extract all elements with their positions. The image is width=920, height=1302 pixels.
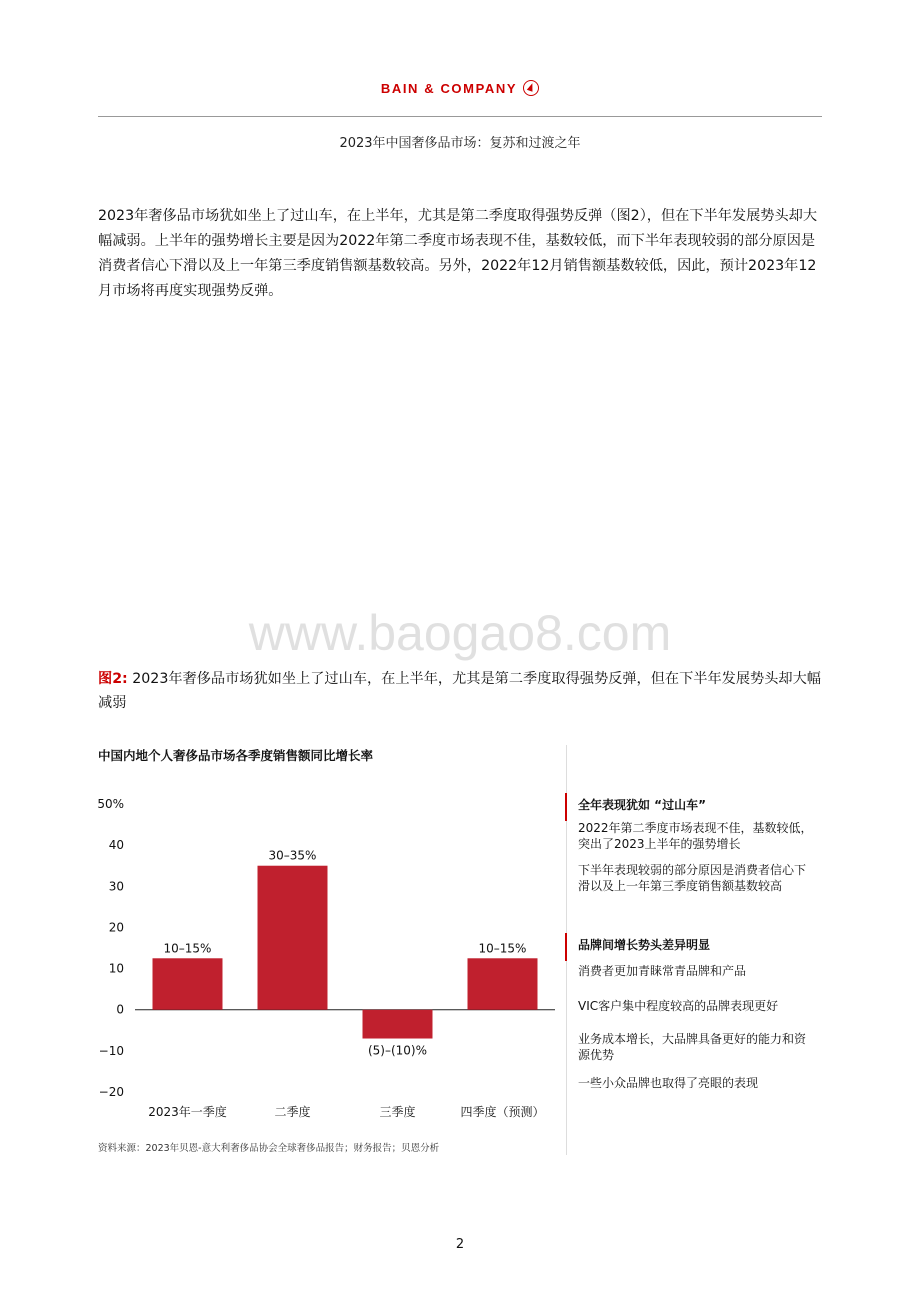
y-tick-label: −20 bbox=[98, 1085, 124, 1099]
figure-caption bbox=[98, 667, 822, 715]
page-number: 2 bbox=[455, 1237, 465, 1252]
bain-logo-icon bbox=[523, 80, 539, 96]
data-label: 10–15% bbox=[478, 941, 527, 956]
page-subtitle: 2023年中国奢侈品市场：复苏和过渡之年 bbox=[339, 136, 581, 151]
data-label: (5)–(10)% bbox=[367, 1043, 428, 1058]
sidebar-item: 下半年表现较弱的部分原因是消费者信心下滑以及上一年第三季度销售额基数较高 bbox=[578, 863, 807, 893]
x-tick-label: 2023年一季度 bbox=[148, 1105, 227, 1119]
y-tick-label: 30 bbox=[108, 879, 124, 894]
brand-logo: BAIN & COMPANY bbox=[0, 80, 920, 96]
data-label: 30–35% bbox=[268, 848, 317, 863]
bar bbox=[258, 866, 328, 1010]
y-tick-label: 10 bbox=[108, 961, 124, 976]
sidebar-item: VIC客户集中程度较高的品牌表现更好 bbox=[578, 999, 779, 1013]
y-tick-label: 20 bbox=[108, 920, 124, 935]
y-tick-label: −10 bbox=[98, 1043, 124, 1058]
source-note: 资料来源：2023年贝恩-意大利奢侈品协会全球奢侈品报告；财务报告；贝恩分析 bbox=[98, 1143, 440, 1154]
bar-chart bbox=[90, 780, 560, 1130]
y-tick-label: 0 bbox=[116, 1002, 124, 1017]
y-tick-label: 50% bbox=[97, 797, 124, 811]
watermark: www.baogao8.com bbox=[248, 605, 672, 661]
sidebar-item: 一些小众品牌也取得了亮眼的表现 bbox=[578, 1076, 759, 1090]
chart-title: 中国内地个人奢侈品市场各季度销售额同比增长率 bbox=[98, 748, 374, 763]
x-tick-label: 四季度（预测） bbox=[460, 1105, 545, 1119]
sidebar-heading-1: 全年表现犹如 “过山车” bbox=[578, 798, 706, 812]
sidebar-item: 业务成本增长，大品牌具备更好的能力和资源优势 bbox=[578, 1032, 807, 1062]
bar bbox=[153, 958, 223, 1009]
x-tick-label: 三季度 bbox=[379, 1105, 416, 1119]
sidebar-item: 消费者更加青睐常青品牌和产品 bbox=[578, 964, 747, 978]
y-tick-label: 40 bbox=[108, 838, 124, 853]
x-tick-label: 二季度 bbox=[274, 1105, 311, 1119]
sidebar-item: 2022年第二季度市场表现不佳，基数较低，突出了2023上半年的强势增长 bbox=[578, 821, 813, 851]
bar bbox=[468, 958, 538, 1009]
body-paragraph: 2023年奢侈品市场犹如坐上了过山车，在上半年，尤其是第二季度取得强势反弹（图2），但在下半年发展势头却大幅减弱。上半年的强势增长主要是因为2022年第二季度市场表现不佳，基数较低，而下半年表现较弱的部分原因是消费者信心下滑以及上一年第三季度销售额基数较高。另外，2022年12月销售额基数较低，因此，预计2023年12月市场将再度实现强势反弹。 bbox=[98, 208, 818, 299]
bar bbox=[363, 1010, 433, 1039]
data-label: 10–15% bbox=[163, 941, 212, 956]
figure-label: 图2: bbox=[98, 671, 128, 687]
sidebar-heading-2: 品牌间增长势头差异明显 bbox=[578, 938, 711, 952]
figure-caption-text: 2023年奢侈品市场犹如坐上了过山车，在上半年，尤其是第二季度取得强势反弹，但在下半年发展势头却大幅减弱 bbox=[98, 671, 821, 711]
header-divider bbox=[98, 116, 822, 117]
